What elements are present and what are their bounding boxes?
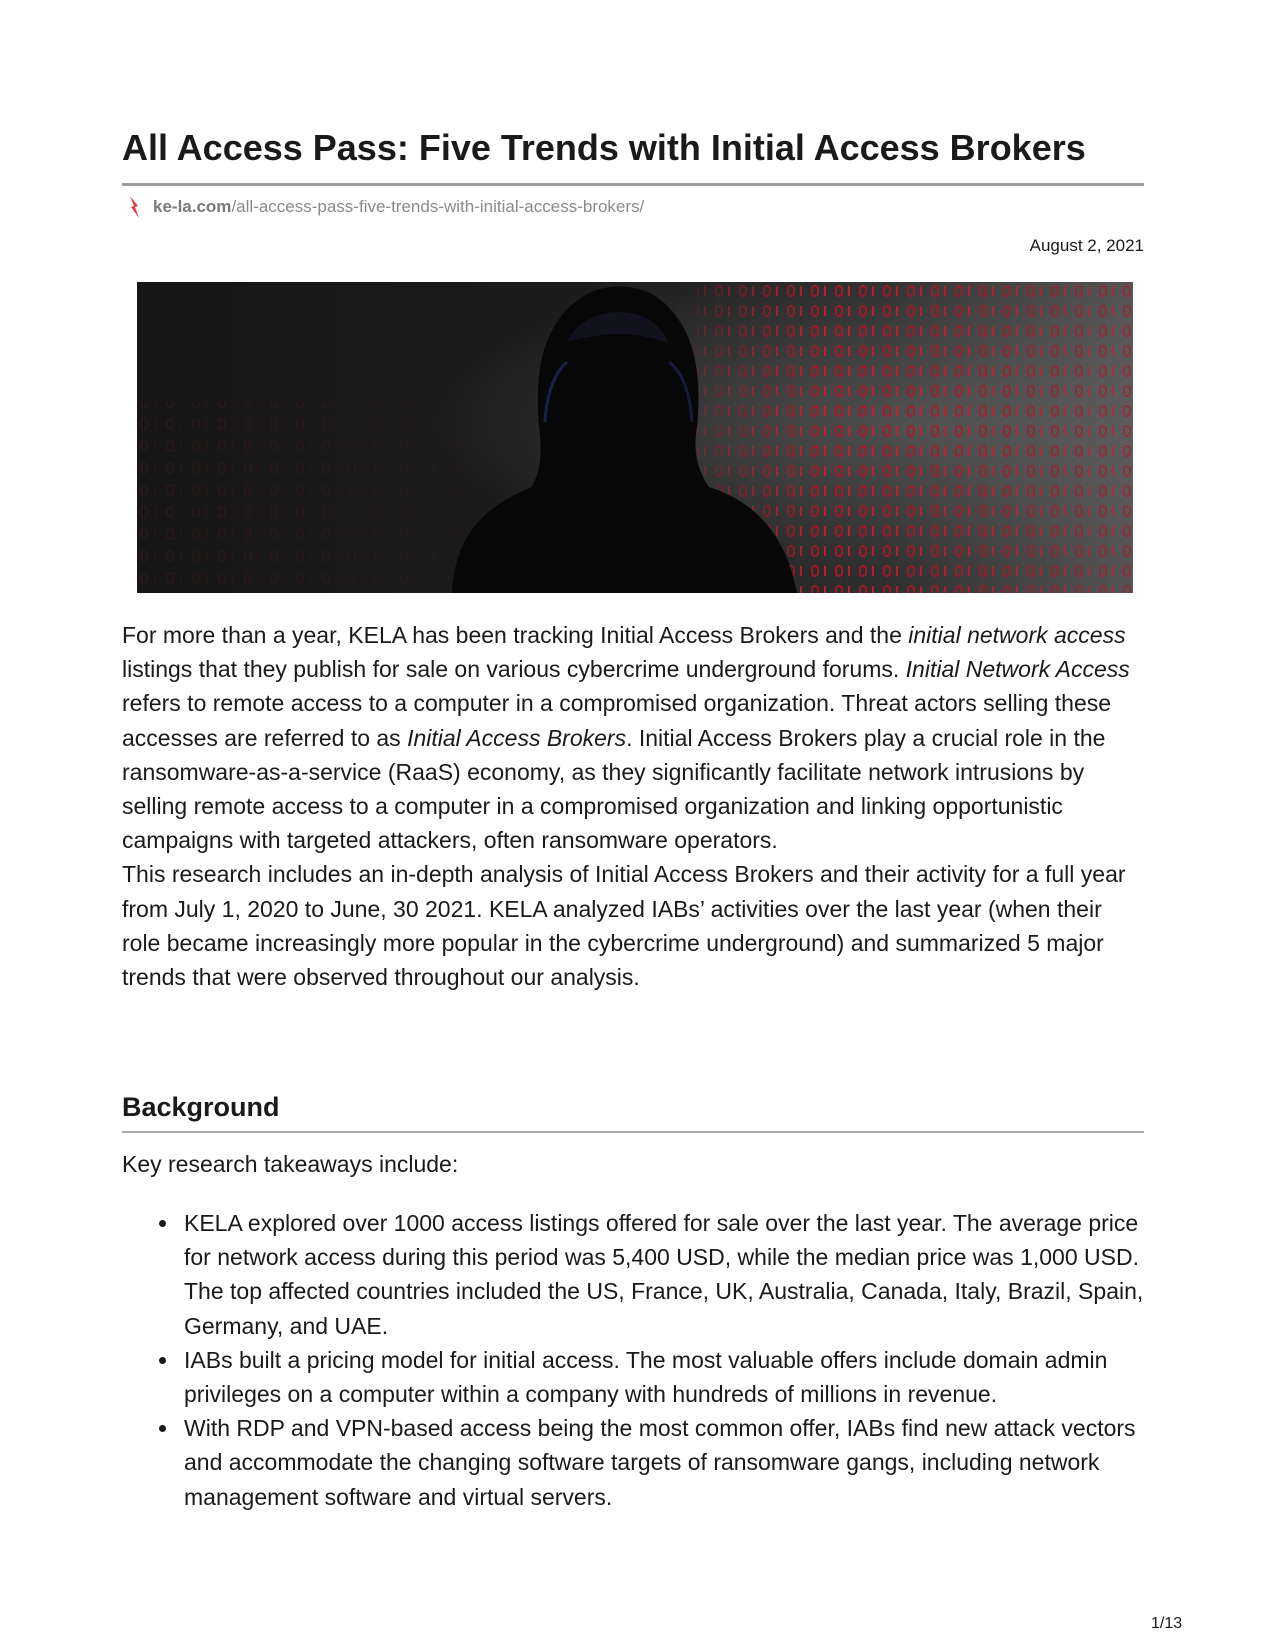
intro-paragraph-2: This research includes an in-depth analysis of Initial Access Brokers and their activity for a full year from July 1, 2020 to June, 30 2021. KELA analyzed IABs’ activities over the last year (when their role became increasingly more popular in the cybercrime underground) and summarized 5 major trends that were observed throughout our analysis. (122, 861, 1126, 991)
source-domain[interactable]: ke-la.com (153, 197, 232, 216)
title-divider (122, 183, 1144, 186)
intro-text-part: refers to remote access to a computer in a compromised organization. Threat actors selling these accesses are referred to as (122, 690, 1112, 751)
publish-date: August 2, 2021 (1029, 236, 1144, 255)
intro-text-part: listings that they publish for sale on various cybercrime underground forums. (122, 656, 906, 683)
section-heading-background: Background (122, 1092, 280, 1122)
list-item (122, 1206, 1144, 1343)
list-item-text: IABs built a pricing model for initial access. The most valuable offers include domain admin privileges on a computer within a company with hundreds of millions in revenue. (184, 1346, 1108, 1408)
intro-emphasis: Initial Access Brokers (407, 724, 627, 751)
list-item-text: With RDP and VPN-based access being the most common offer, IABs find new attack vectors and accommodate the changing software targets of ransomware gangs, including network management software and virtual servers. (184, 1415, 1136, 1510)
red-arrow-icon (126, 195, 144, 219)
source-line (122, 196, 644, 218)
intro-paragraph-1 (122, 618, 1144, 857)
intro-text (122, 618, 1144, 994)
section-divider (122, 1131, 1144, 1133)
list-item-text: KELA explored over 1000 access listings offered for sale over the last year. The average price for network access during this period was 5,400 USD, while the median price was 1,000 USD. The top affected countries included the US, France, UK, Australia, Canada, Italy, Brazil, Spain, Germany, and UAE. (184, 1210, 1144, 1339)
hero-image-hooded-hacker (137, 282, 1133, 593)
bullet-dot-icon (159, 1357, 166, 1364)
page-number: 1/13 (1151, 1615, 1183, 1632)
intro-emphasis: Initial Network Access (905, 656, 1130, 683)
list-item (122, 1343, 1144, 1411)
intro-emphasis: initial network access (908, 622, 1126, 648)
source-path[interactable]: /all-access-pass-five-trends-with-initial-access-brokers/ (231, 197, 645, 216)
list-item (122, 1411, 1144, 1514)
bullet-dot-icon (159, 1425, 166, 1432)
intro-text-part: . Initial Access Brokers play a crucial role in the ransomware-as-a-service (RaaS) economy, as they significantly facilitate network intrusions by selling remote access to a computer in a compromised organization and linking opportunistic campaigns with targeted attackers, often ransomware operators. (122, 724, 1106, 854)
intro-text-part: For more than a year, KELA has been tracking Initial Access Brokers and the (122, 622, 909, 648)
bullet-dot-icon (159, 1220, 166, 1227)
article-title: All Access Pass: Five Trends with Initial Access Brokers (122, 127, 1086, 168)
takeaways-intro: Key research takeaways include: (122, 1151, 459, 1177)
takeaways-list (122, 1206, 1144, 1514)
